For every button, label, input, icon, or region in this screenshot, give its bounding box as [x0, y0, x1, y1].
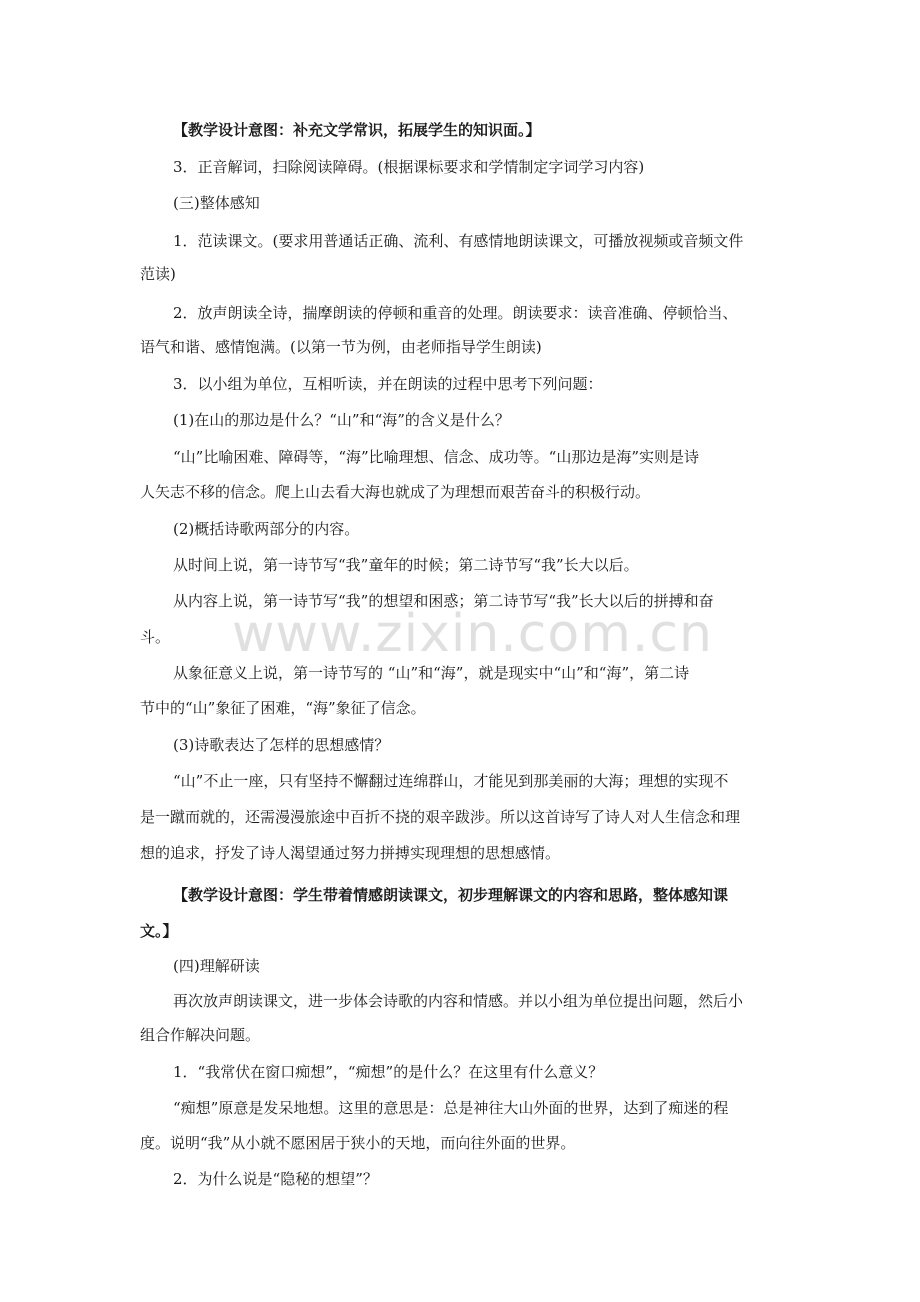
answer-line: 度。说明“我”从小就不愿困居于狭小的天地，而向往外面的世界。 [140, 1134, 576, 1152]
paragraph-line: 再次放声朗读课文，进一步体会诗歌的内容和情感。并以小组为单位提出问题，然后小 [173, 992, 744, 1010]
answer-line: 从象征意义上说，第一诗节写的 “山”和“海”，就是现实中“山”和“海”，第二诗 [173, 664, 690, 682]
question-line: (1)在山的那边是什么？“山”和“海”的含义是什么？ [173, 411, 510, 429]
paragraph-line: 2．放声朗读全诗，揣摩朗读的停顿和重音的处理。朗读要求：读音准确、停顿恰当、 [173, 304, 738, 322]
answer-line: “痴想”原意是发呆地想。这里的意思是：总是神往大山外面的世界，达到了痴迷的程 [173, 1099, 729, 1117]
answer-line: 想的追求，抒发了诗人渴望通过努力拼搏实现理想的思想感情。 [140, 844, 561, 862]
question-line: 2．为什么说是“隐秘的想望”？ [173, 1170, 378, 1188]
paragraph-line: 3．以小组为单位，互相听读，并在朗读的过程中思考下列问题： [173, 375, 603, 393]
section-heading: (三)整体感知 [173, 194, 260, 212]
question-line: (2)概括诗歌两部分的内容。 [173, 520, 360, 538]
answer-line: 是一蹴而就的，还需漫漫旅途中百折不挠的艰辛跋涉。所以这首诗写了诗人对人生信念和理 [140, 808, 741, 826]
question-line: (3)诗歌表达了怎样的思想感情？ [173, 736, 390, 754]
section-heading: (四)理解研读 [173, 957, 260, 975]
answer-line: 从内容上说，第一诗节写“我”的想望和困惑；第二诗节写“我”长大以后的拼搏和奋 [173, 592, 714, 610]
site-watermark: www.zixin.com.cn [232, 604, 713, 664]
paragraph-line: 3．正音解词，扫除阅读障碍。(根据课标要求和学情制定字词学习内容) [173, 158, 645, 176]
answer-line: 斗。 [140, 628, 171, 646]
paragraph-line: 组合作解决问题。 [140, 1026, 261, 1044]
answer-line: “山”比喻困难、障碍等，“海”比喻理想、信念、成功等。“山那边是海”实则是诗 [173, 448, 700, 466]
answer-line: 人矢志不移的信念。爬上山去看大海也就成了为理想而艰苦奋斗的积极行动。 [140, 483, 651, 501]
paragraph-line: 范读) [140, 265, 176, 283]
design-intent-note: 【教学设计意图：补充文学常识，拓展学生的知识面。】 [173, 121, 541, 139]
paragraph-line: 1．范读课文。(要求用普通话正确、流利、有感情地朗读课文，可播放视频或音频文件 [173, 232, 744, 250]
answer-line: “山”不止一座，只有坚持不懈翻过连绵群山，才能见到那美丽的大海；理想的实现不 [173, 772, 729, 790]
question-line: 1．“我常伏在窗口痴想”，“痴想”的是什么？在这里有什么意义？ [173, 1063, 604, 1081]
paragraph-line: 语气和谐、感情饱满。(以第一节为例，由老师指导学生朗读) [140, 338, 542, 356]
answer-line: 节中的“山”象征了困难，“海”象征了信念。 [140, 699, 426, 717]
design-intent-note: 【教学设计意图：学生带着情感朗读课文，初步理解课文的内容和思路，整体感知课 [173, 886, 729, 904]
design-intent-note: 文。】 [140, 922, 178, 940]
answer-line: 从时间上说，第一诗节写“我”童年的时候；第二诗节写“我”长大以后。 [173, 556, 639, 574]
